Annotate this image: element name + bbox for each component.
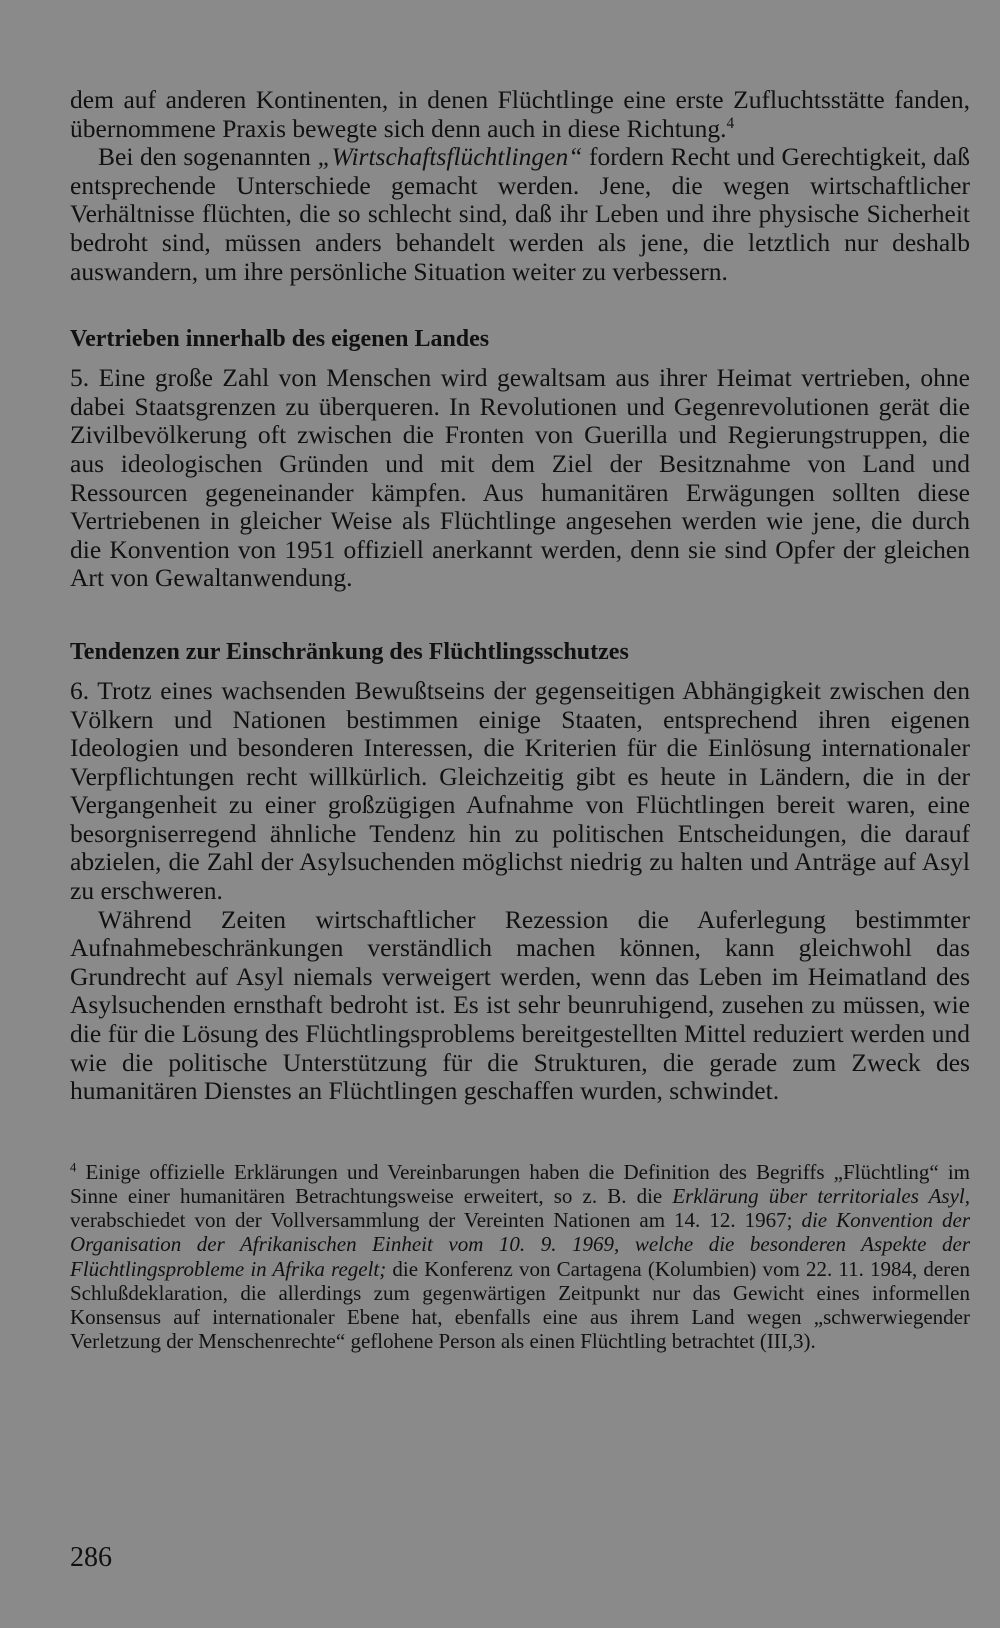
paragraph-continuation (70, 86, 970, 143)
footnote-marker: 4 (70, 1160, 77, 1175)
paragraph-economic-term: „Wirtschaftsflüchtlingen“ (317, 142, 583, 172)
footnote-italic-1: Erklärung über territoriales Asyl, (672, 1184, 971, 1209)
paragraph-economic-text-start: Bei den sogenannten (98, 142, 318, 172)
footnote-text-2: verabschiedet von der Vollversammlung der Vereinten Nationen am 14. 12. 1967; (70, 1208, 802, 1233)
paragraph-section-5: 5. Eine große Zahl von Menschen wird gewaltsam aus ihrer Heimat vertrieben, ohne dabei Staatsgrenzen zu überqueren. In Revolutionen und Gegenrevolutionen gerät die Zivilbevölkerung oft zwischen die Fronten von Guerilla und Regierungstruppen, die aus ideologischen Gründen und mit dem Ziel der Besitznahme von Land und Ressourcen gegeneinander kämpfen. Aus humanitären Erwägungen sollten diese Vertriebenen in gleicher Weise als Flüchtlinge angesehen werden wie jene, die durch die Konvention von 1951 offiziell anerkannt werden, denn sie sind Opfer der gleichen Art von Gewaltanwendung. (70, 363, 970, 593)
footnote-text-1: Einige offizielle Erklärungen und Vereinbarungen haben die Definition des Begriffs „Flüchtling“ im Sinne einer humanitären Betrachtungsweise erweitert, so z. B. die (70, 1159, 970, 1209)
footnote (70, 1160, 970, 1354)
paragraph-continuation-text: dem auf anderen Kontinenten, in denen Flüchtlinge eine erste Zufluchtsstätte fanden, übernommene Praxis bewegte sich denn auch in diese Richtung. (70, 85, 970, 143)
page-number: 286 (70, 1542, 112, 1573)
paragraph-economic-text-end: fordern Recht und Gerechtigkeit, daß entsprechende Unterschiede gemacht werden. Jene, die wegen wirtschaftlicher Verhältnisse flüchten, die so schlecht sind, daß ihr Leben und ihre physische Sicherheit bedroht sind, müssen anders behandelt werden als jene, die letztlich nur deshalb auswandern, um ihre persönliche Situation weiter zu verbessern. (70, 142, 970, 286)
page-body (70, 86, 970, 1353)
paragraph-section-6-continued: Während Zeiten wirtschaftlicher Rezession die Auferlegung bestimmter Aufnahmebeschränkungen verständlich machen können, kann gleichwohl das Grundrecht auf Asyl niemals verweigert werden, wenn das Leben im Heimatland des Asylsuchenden ernsthaft bedroht ist. Es ist sehr beunruhigend, zusehen zu müssen, wie die für die Lösung des Flüchtlingsproblems bereitgestellten Mittel reduziert werden und wie die politische Unterstützung für die Strukturen, die gerade zum Zweck des humanitären Dienstes an Flüchtlingen geschaffen wurden, schwindet. (70, 904, 970, 1106)
paragraph-section-6: 6. Trotz eines wachsenden Bewußtseins der gegenseitigen Abhängigkeit zwischen den Völkern und Nationen bestimmen einige Staaten, entsprechend ihren eigenen Ideologien und besonderen Interessen, die Kriterien für die Einlösung internationaler Verpflichtungen recht willkürlich. Gleichzeitig gibt es heute in Ländern, die in der Vergangenheit zu einer großzügigen Aufnahme von Flüchtlingen bereit waren, eine besorgniserregend ähnliche Tendenz hin zu politischen Entscheidungen, die darauf abzielen, die Zahl der Asylsuchenden möglichst niedrig zu halten und Anträge auf Asyl zu erschweren. (70, 675, 970, 906)
footnote-reference[interactable]: 4 (726, 114, 735, 132)
section-heading-displaced: Vertrieben innerhalb des eigenen Landes (70, 326, 490, 353)
section-heading-restrictions: Tendenzen zur Einschränkung des Flüchtlingsschutzes (70, 638, 629, 665)
footnote-text-3: die Konferenz von Cartagena (Kolumbien) vom 22. 11. 1984, deren Schlußdeklaration, die allerdings zum gegenwärtigen Zeitpunkt nur das Gewicht eines informellen Konsensus auf internationaler Ebene hat, ebenfalls eine aus ihrem Land wegen „schwerwiegender Verletzung der Menschenrechte“ geflohene Person als einen Flüchtling betrachtet (III,3). (70, 1256, 970, 1354)
footnote-italic-2: die Konvention der Organisation der Afrikanischen Einheit vom 10. 9. 1969, welche die besonderen Aspekte der Flüchtlingsprobleme in Afrika regelt; (70, 1208, 970, 1281)
paragraph-economic-refugees (70, 143, 970, 286)
